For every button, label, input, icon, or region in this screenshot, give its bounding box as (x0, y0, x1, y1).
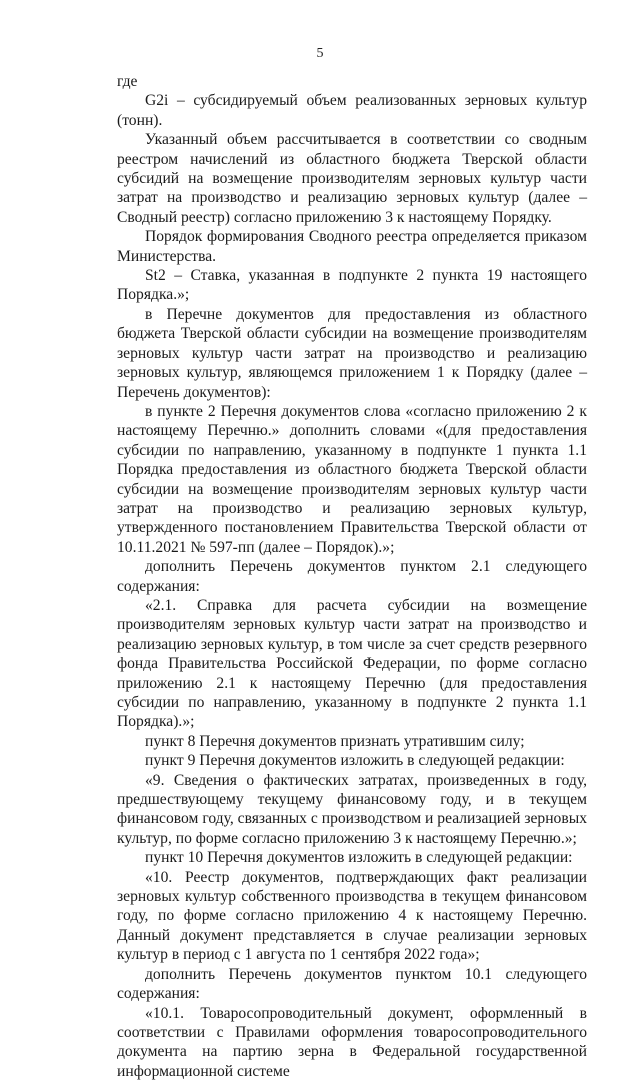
paragraph: «2.1. Справка для расчета субсидии на возмещение производителям зерновых культур части затрат на производство и реализацию зерновых культур, в том числе за счет средств резервного фонда Правительства Российской Федерации, по форме согласно приложению 2.1 к настоящему Перечню (для предоставления субсидии по направлению, указанному в подпункте 2 пункта 1.1 Порядка).»; (117, 596, 587, 732)
paragraph: дополнить Перечень документов пунктом 10.1 следующего содержания: (117, 965, 587, 1004)
paragraph: пункт 9 Перечня документов изложить в следующей редакции: (117, 751, 587, 770)
paragraph: пункт 10 Перечня документов изложить в следующей редакции: (117, 848, 587, 867)
paragraph: G2i – субсидируемый объем реализованных зерновых культур (тонн). (117, 91, 587, 130)
paragraph: Указанный объем рассчитывается в соответствии со сводным реестром начислений из областного бюджета Тверской области субсидий на возмещение производителям зерновых культур части затрат на производство и реализацию зерновых культур (далее – Сводный реестр) согласно приложению 3 к настоящему Порядку. (117, 130, 587, 227)
paragraph: пункт 8 Перечня документов признать утратившим силу; (117, 732, 587, 751)
paragraph: Порядок формирования Сводного реестра определяется приказом Министерства. (117, 227, 587, 266)
paragraph: «10.1. Товаросопроводительный документ, оформленный в соответствии с Правилами оформления товаросопроводительного документа на партию зерна в Федеральной государственной информационной системе (117, 1004, 587, 1081)
page-number: 5 (0, 46, 640, 62)
paragraph: где (117, 72, 587, 91)
paragraph: в пункте 2 Перечня документов слова «согласно приложению 2 к настоящему Перечню.» дополнить словами «(для предоставления субсидии по направлению, указанному в подпункте 1 пункта 1.1 Порядка предоставления из областного бюджета Тверской области субсидии на возмещение производителям зерновых культур части затрат на производство и реализацию зерновых культур, утвержденного постановлением Правительства Тверской области от 10.11.2021 № 597-пп (далее – Порядок).»; (117, 402, 587, 557)
paragraph: «9. Сведения о фактических затратах, произведенных в году, предшествующему текущему финансовому году, и в текущем финансовом году, связанных с производством и реализацией зерновых культур, по форме согласно приложению 3 к настоящему Перечню.»; (117, 771, 587, 849)
paragraph: St2 – Ставка, указанная в подпункте 2 пункта 19 настоящего Порядка.»; (117, 266, 587, 305)
paragraph: дополнить Перечень документов пунктом 2.1 следующего содержания: (117, 557, 587, 596)
paragraph: в Перечне документов для предоставления из областного бюджета Тверской области субсидии на возмещение производителям зерновых культур части затрат на производство и реализацию зерновых культур, являющемся приложением 1 к Порядку (далее – Перечень документов): (117, 305, 587, 402)
paragraph: «10. Реестр документов, подтверждающих факт реализации зерновых культур собственного производства в текущем финансовом году, по форме согласно приложению 4 к настоящему Перечню. Данный документ представляется в случае реализации зерновых культур в период с 1 августа по 1 сентября 2022 года»; (117, 868, 587, 965)
document-body (117, 72, 587, 1081)
